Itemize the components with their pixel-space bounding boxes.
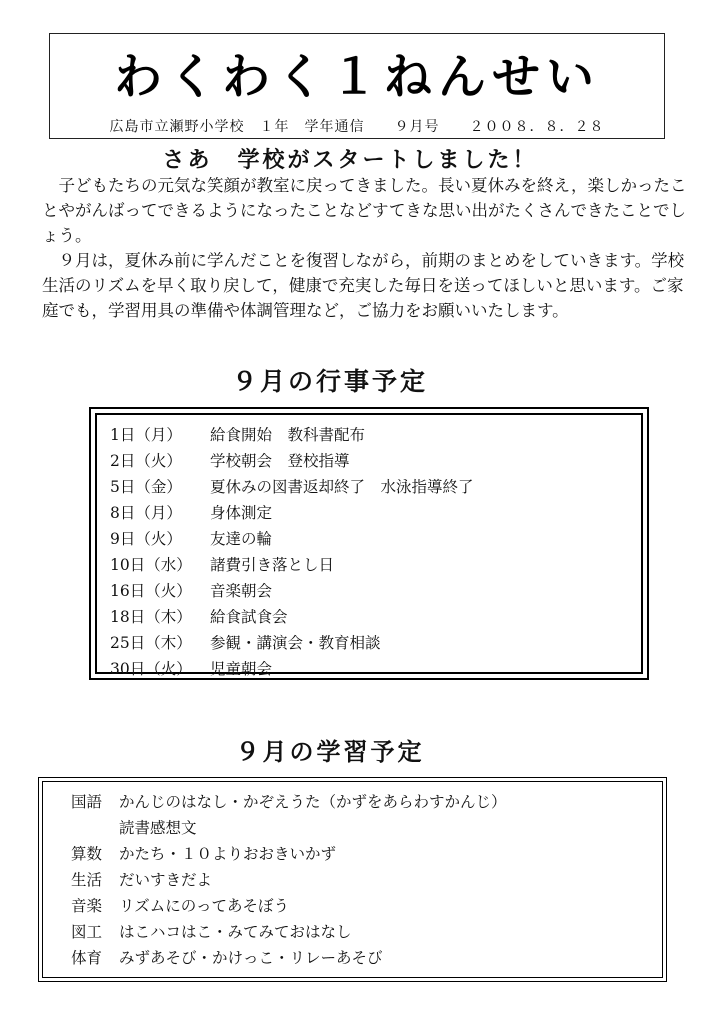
event-text: 参観・講演会・教育相談 (210, 634, 381, 652)
event-row (110, 631, 381, 657)
study-text: 読書感想文 (119, 819, 197, 837)
study-subject: 国語 (71, 793, 103, 811)
study-subject: 体育 (71, 949, 103, 967)
event-date: 10日（水） (110, 556, 192, 574)
study-row (71, 842, 336, 868)
newsletter-header (49, 33, 665, 139)
event-date: 9日（火） (110, 530, 182, 548)
study-row (71, 894, 289, 920)
study-subject: 生活 (71, 871, 103, 889)
event-date: 25日（木） (110, 634, 192, 652)
study-list (42, 781, 663, 978)
study-subject: 音楽 (71, 897, 103, 915)
study-subject: 図工 (71, 923, 103, 941)
event-text: 夏休みの図書返却終了 水泳指導終了 (210, 478, 474, 496)
event-text: 学校朝会 登校指導 (210, 452, 350, 470)
study-table (38, 777, 667, 982)
study-subject: 算数 (71, 845, 103, 863)
intro-heading: さあ 学校がスタートしました！ (162, 148, 538, 173)
events-list (95, 413, 643, 678)
study-text: かたち・１０よりおおきいかず (119, 845, 337, 863)
study-row (71, 790, 507, 816)
event-date: 1日（月） (110, 426, 182, 444)
study-row (71, 920, 352, 946)
event-text: 児童朝会 (210, 660, 273, 678)
study-row (71, 868, 212, 894)
event-date: 30日（火） (110, 660, 192, 678)
study-row (71, 946, 383, 972)
event-date: 8日（月） (110, 504, 182, 522)
event-text: 給食開始 教科書配布 (210, 426, 366, 444)
event-row (110, 475, 474, 501)
event-date: 18日（木） (110, 608, 192, 626)
study-text: だいすきだよ (119, 871, 213, 889)
study-heading: ９月の学習予定 (235, 738, 425, 766)
event-text: 給食試食会 (210, 608, 288, 626)
event-row (110, 579, 272, 605)
study-text: はこハコはこ・みてみておはなし (119, 923, 352, 941)
event-row (110, 657, 272, 683)
event-text: 友達の輪 (210, 530, 273, 548)
event-text: 音楽朝会 (210, 582, 273, 600)
intro-paragraph-2: ９月は，夏休み前に学んだことを復習しながら，前期のまとめをしていきます。学校生活のリズムを早く取り戻して，健康で充実した毎日を送ってほしいと思います。ご家庭でも，学習用具の準備や体調管理など，ご協力をお願いいたします。 (42, 251, 685, 320)
event-row (110, 423, 365, 449)
newsletter-subtitle: 広島市立瀬野小学校 １年 学年通信 ９月号 ２００８．８．２８ (109, 119, 605, 135)
study-text: リズムにのってあそぼう (119, 897, 290, 915)
event-row (110, 527, 272, 553)
event-row (110, 449, 350, 475)
event-text: 身体測定 (210, 504, 273, 522)
study-text: かんじのはなし・かぞえうた（かずをあらわすかんじ） (119, 793, 507, 811)
study-row (71, 816, 197, 842)
event-row (110, 605, 288, 631)
newsletter-title: わくわく１ねんせい (113, 49, 600, 105)
events-table (89, 407, 649, 680)
event-row (110, 501, 272, 527)
event-date: 2日（火） (110, 452, 182, 470)
intro-paragraph-1: 子どもたちの元気な笑顔が教室に戻ってきました。長い夏休みを終え，楽しかったことやがんばってできるようになったことなどすてきな思い出がたくさんできたことでしょう。 (42, 176, 687, 245)
event-text: 諸費引き落とし日 (210, 556, 335, 574)
study-text: みずあそび・かけっこ・リレーあそび (119, 949, 383, 967)
event-row (110, 553, 334, 579)
event-date: 5日（金） (110, 478, 182, 496)
events-heading: ９月の行事予定 (231, 367, 428, 396)
event-date: 16日（火） (110, 582, 192, 600)
